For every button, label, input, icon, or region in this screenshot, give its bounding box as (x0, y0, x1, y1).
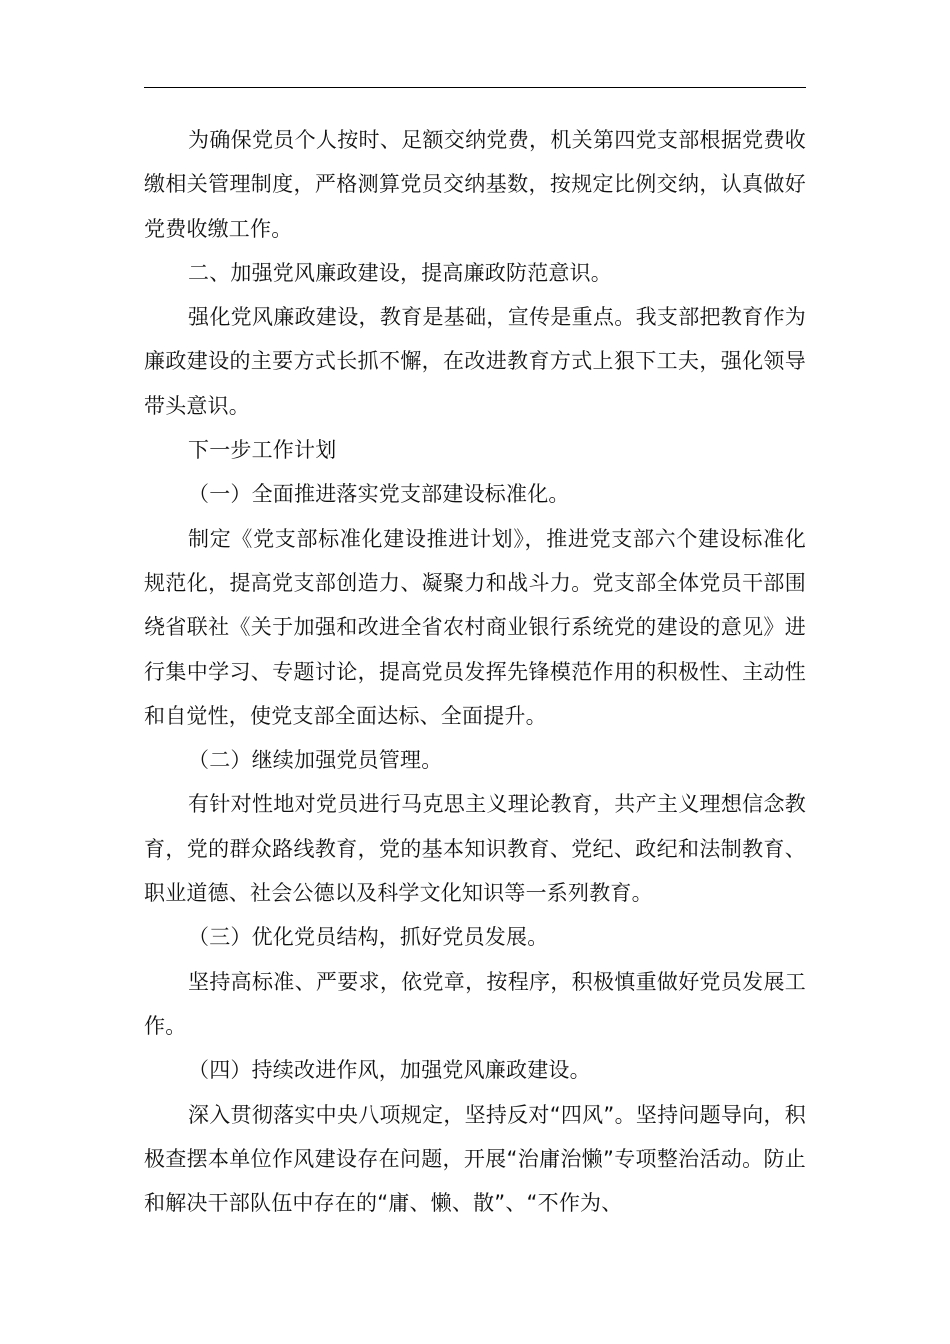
heading-next-step-plan: 下一步工作计划 (188, 438, 337, 463)
paragraph-party-fee: 为确保党员个人按时、足额交纳党费，机关第四党支部根据党费收缴相关管理制度，严格测算党员交纳基数，按规定比例交纳，认真做好党费收缴工作。 (144, 128, 806, 241)
header-rule (144, 87, 806, 88)
subheading-plan-3: （三）优化党员结构，抓好党员发展。 (188, 925, 549, 950)
document-body (144, 118, 806, 1225)
subheading-plan-2: （二）继续加强党员管理。 (188, 748, 443, 773)
subheading-plan-4: （四）持续改进作风，加强党风廉政建设。 (188, 1058, 591, 1083)
paragraph-integrity-education: 强化党风廉政建设，教育是基础，宣传是重点。我支部把教育作为廉政建设的主要方式长抓不懈，在改进教育方式上狠下工夫，强化领导带头意识。 (144, 305, 806, 418)
paragraph-plan-4: 深入贯彻落实中央八项规定，坚持反对“四风”。坚持问题导向，积极查摆本单位作风建设存在问题，开展“治庸治懒”专项整治活动。防止和解决干部队伍中存在的“庸、懒、散”、“不作为、 (144, 1102, 806, 1216)
paragraph-plan-2: 有针对性地对党员进行马克思主义理论教育，共产主义理想信念教育，党的群众路线教育，党的基本知识教育、党纪、政纪和法制教育、职业道德、社会公德以及科学文化知识等一系列教育。 (144, 792, 806, 906)
paragraph-plan-1: 制定《党支部标准化建设推进计划》，推进党支部六个建设标准化规范化，提高党支部创造力、凝聚力和战斗力。党支部全体党员干部围绕省联社《关于加强和改进全省农村商业银行系统党的建设的意见》进行集中学习、专题讨论，提高党员发挥先锋模范作用的积极性、主动性和自觉性，使党支部全面达标、全面提升。 (144, 526, 806, 728)
paragraph-plan-3: 坚持高标准、严要求，依党章，按程序，积极慎重做好党员发展工作。 (144, 969, 806, 1038)
heading-integrity-building: 二、加强党风廉政建设，提高廉政防范意识。 (188, 260, 612, 285)
subheading-plan-1: （一）全面推进落实党支部建设标准化。 (188, 482, 570, 507)
